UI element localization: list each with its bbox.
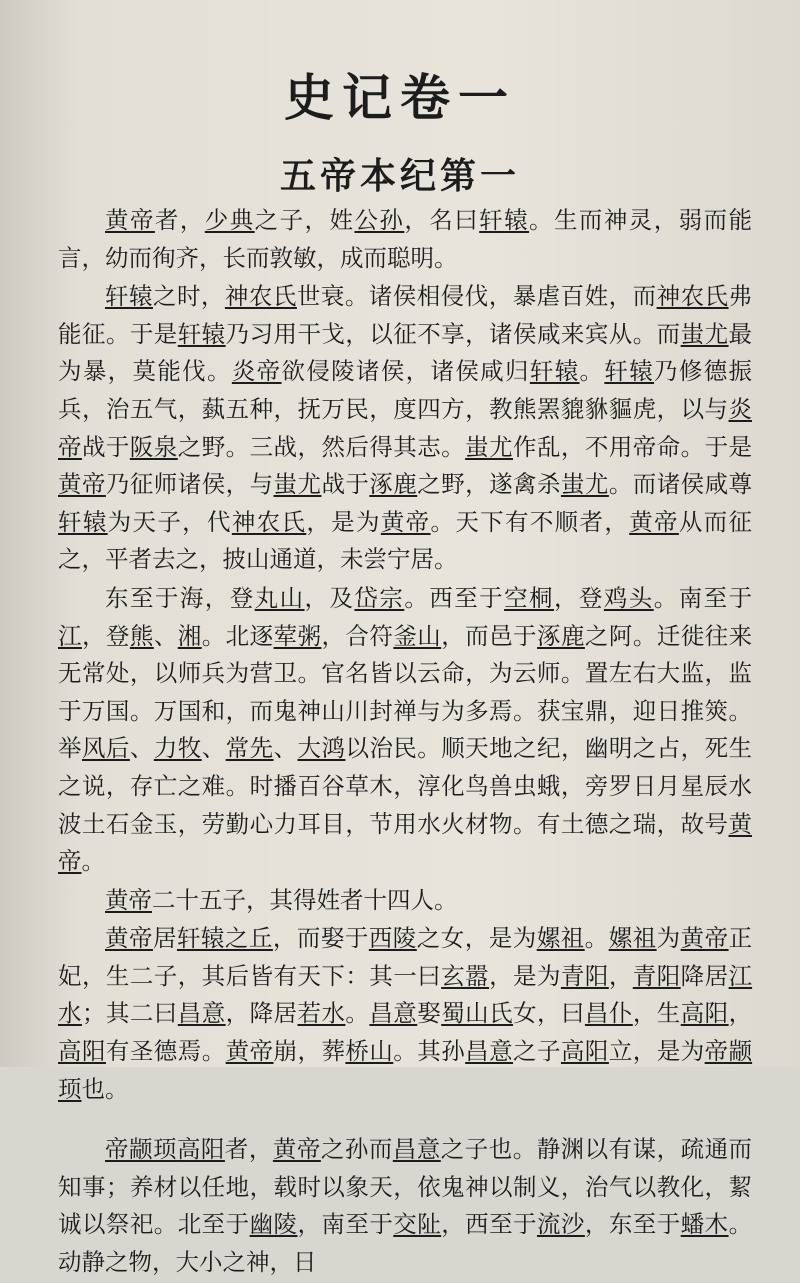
text-run: ，名曰 bbox=[404, 206, 480, 234]
text-run: ，登 bbox=[553, 583, 604, 612]
proper-name: 黄帝 bbox=[225, 1037, 274, 1066]
proper-name: 涿鹿 bbox=[369, 470, 418, 499]
proper-name: 熊 bbox=[129, 621, 154, 650]
proper-name: 涿鹿 bbox=[537, 621, 585, 650]
proper-name: 蟠木 bbox=[680, 1210, 729, 1239]
volume-title: 史记卷一 bbox=[284, 69, 516, 127]
proper-name: 蚩尤 bbox=[273, 470, 322, 499]
paragraph-6 bbox=[58, 1131, 752, 1281]
text-run: 欲侵陵诸侯，诸侯咸归 bbox=[281, 357, 530, 386]
text-run: ，是为 bbox=[489, 961, 561, 990]
proper-name: 空桐 bbox=[504, 583, 554, 612]
text-run: 之野。三战，然后得其志。 bbox=[177, 432, 466, 461]
proper-name: 蚩尤 bbox=[560, 470, 609, 499]
text-run: 。 bbox=[345, 999, 370, 1028]
proper-name: 岱宗 bbox=[354, 583, 405, 612]
text-run: 崩，葬 bbox=[273, 1037, 346, 1066]
paragraph-3 bbox=[58, 580, 752, 881]
proper-name: 丸山 bbox=[254, 583, 305, 612]
text-run: 战于 bbox=[81, 432, 130, 461]
text-run: ，登 bbox=[81, 621, 130, 650]
proper-name: 轩辕 bbox=[105, 282, 153, 311]
proper-name: 少典 bbox=[204, 206, 255, 234]
proper-name: 蚩尤 bbox=[465, 432, 514, 461]
proper-name: 高阳 bbox=[680, 999, 729, 1028]
text-run: 。西至于 bbox=[404, 583, 505, 612]
text-run: 乃修德振兵，治五气，蓺五种，抚万民，度四方，教熊罴貔貅貙虎，以与 bbox=[58, 357, 753, 423]
proper-name: 轩辕之丘 bbox=[176, 924, 273, 953]
proper-name: 嫘祖 bbox=[608, 924, 657, 953]
text-run: 之子 bbox=[513, 1037, 561, 1066]
text-run: 最为暴，莫能伐。 bbox=[58, 319, 753, 386]
proper-name: 蜀山氏 bbox=[441, 999, 514, 1028]
text-run: 、 bbox=[153, 621, 178, 650]
proper-name: 江水 bbox=[58, 961, 753, 1028]
proper-name: 流沙 bbox=[536, 1210, 585, 1239]
text-run: 有圣德焉。 bbox=[105, 1037, 226, 1066]
proper-name: 江 bbox=[58, 621, 82, 650]
paragraph-5 bbox=[58, 920, 752, 1108]
text-run: ，是为 bbox=[306, 507, 381, 536]
text-run: 为 bbox=[656, 924, 681, 953]
text-run: ，合符 bbox=[321, 621, 394, 650]
proper-name: 高阳 bbox=[176, 1135, 225, 1164]
text-run: 正妃，生二子，其后皆有天下：其一曰 bbox=[58, 924, 753, 990]
proper-name: 黄帝 bbox=[629, 507, 679, 536]
proper-name: 黄帝 bbox=[272, 1135, 321, 1164]
body-text bbox=[58, 202, 752, 1283]
text-run: 也。 bbox=[81, 1074, 129, 1103]
proper-name: 幽陵 bbox=[249, 1210, 298, 1239]
proper-name: 玄嚣 bbox=[441, 961, 490, 990]
text-run: ， bbox=[728, 999, 753, 1028]
text-run: 弗能征。于是 bbox=[58, 282, 753, 348]
proper-name: 桥山 bbox=[345, 1037, 394, 1066]
text-run: 之女，是为 bbox=[416, 924, 537, 953]
proper-name: 神农氏 bbox=[656, 282, 729, 311]
text-run: 居 bbox=[152, 924, 177, 953]
text-run: 、 bbox=[129, 734, 154, 763]
proper-name: 黄帝 bbox=[58, 470, 106, 499]
proper-name: 若水 bbox=[297, 999, 346, 1028]
text-run: 。其孙 bbox=[393, 1037, 466, 1066]
proper-name: 西陵 bbox=[368, 924, 417, 953]
proper-name: 常先 bbox=[225, 734, 274, 763]
proper-name: 轩辕 bbox=[58, 507, 108, 536]
text-run: ，东至于 bbox=[584, 1210, 681, 1239]
proper-name: 帝颛顼 bbox=[58, 1037, 753, 1103]
text-run: 之孙而 bbox=[320, 1135, 393, 1164]
text-run: 。 bbox=[579, 357, 605, 386]
proper-name: 黄帝 bbox=[105, 885, 152, 914]
text-run: ，降居 bbox=[225, 999, 298, 1028]
chapter-title: 五帝本纪第一 bbox=[279, 156, 520, 197]
text-run: 。动静之物，大小之神，日 bbox=[58, 1210, 753, 1277]
text-run: ，生 bbox=[632, 999, 681, 1028]
text-run: 之野，遂禽杀 bbox=[417, 470, 561, 499]
proper-name: 昌意 bbox=[177, 999, 226, 1028]
text-run: ；其二曰 bbox=[81, 999, 178, 1028]
proper-name: 力牧 bbox=[153, 734, 202, 763]
text-run: 。 bbox=[81, 847, 105, 876]
proper-name: 昌意 bbox=[392, 1135, 441, 1164]
proper-name: 轩辕 bbox=[529, 357, 580, 386]
text-run: 娶 bbox=[417, 999, 442, 1028]
proper-name: 鸡头 bbox=[603, 583, 654, 612]
proper-name: 炎帝 bbox=[58, 394, 752, 461]
proper-name: 湘 bbox=[177, 621, 202, 650]
text-run: 东至于海，登 bbox=[105, 583, 255, 612]
text-run: 。南至于 bbox=[653, 583, 753, 612]
proper-name: 蚩尤 bbox=[680, 319, 729, 348]
proper-name: 荤粥 bbox=[273, 621, 322, 650]
text-run: ，西至于 bbox=[441, 1210, 537, 1239]
text-run: ，及 bbox=[304, 583, 355, 612]
text-run: ，南至于 bbox=[297, 1210, 394, 1239]
text-run: 者， bbox=[154, 206, 205, 234]
text-run: 、 bbox=[201, 734, 226, 763]
paragraph-4 bbox=[58, 882, 752, 920]
proper-name: 交阯 bbox=[393, 1210, 442, 1239]
proper-name: 黄帝 bbox=[380, 507, 431, 536]
paragraph-2 bbox=[58, 278, 752, 579]
text-run: ，而邑于 bbox=[441, 621, 538, 650]
text-run: ， bbox=[608, 961, 633, 990]
text-run: 之子也。静渊以有谋，疏通而知事；养材以任地，载时以象天，依鬼神以制义，治气以教化，絜诚以祭祀。北至于 bbox=[58, 1135, 753, 1239]
text-run: 。天下有不顺者， bbox=[430, 507, 630, 536]
text-run: 、 bbox=[273, 734, 298, 763]
proper-name: 黄帝 bbox=[105, 924, 153, 953]
proper-name: 神农氏 bbox=[231, 507, 307, 536]
proper-name: 神农氏 bbox=[224, 282, 297, 311]
text-run: ，而娶于 bbox=[272, 924, 369, 953]
proper-name: 炎帝 bbox=[231, 357, 282, 386]
proper-name: 大鸿 bbox=[297, 734, 346, 763]
proper-name: 风后 bbox=[81, 734, 130, 763]
proper-name: 青阳 bbox=[632, 961, 681, 990]
proper-name: 昌意 bbox=[369, 999, 418, 1028]
text-run: 之阿。迁徙往来无常处，以师兵为营卫。官名皆以云命，为云师。置左右大监，监于万国。万国和，而鬼神山川封禅与为多焉。获宝鼎，迎日推筴。举 bbox=[58, 621, 753, 763]
proper-name: 青阳 bbox=[560, 961, 609, 990]
proper-name: 阪泉 bbox=[129, 432, 178, 461]
proper-name: 轩辕 bbox=[177, 319, 226, 348]
proper-name: 昌仆 bbox=[584, 999, 633, 1028]
text-run: 乃习用干戈，以征不享，诸侯咸来宾从。而 bbox=[225, 319, 681, 348]
text-run: 。生而神灵，弱而能言，幼而徇齐，长而敦敏，成而聪明。 bbox=[58, 206, 753, 272]
text-run: 。 bbox=[584, 924, 609, 953]
text-run: 作乱，不用帝命。于是 bbox=[513, 432, 753, 461]
text-run: 之时， bbox=[152, 282, 225, 311]
proper-name: 昌意 bbox=[465, 1037, 514, 1066]
proper-name: 嫘祖 bbox=[536, 924, 585, 953]
text-run: 世衰。诸侯相侵伐，暴虐百姓，而 bbox=[296, 282, 657, 311]
proper-name: 黄帝 bbox=[680, 924, 729, 953]
proper-name: 轩辕 bbox=[604, 357, 655, 386]
text-run: 乃征师诸侯，与 bbox=[105, 470, 274, 499]
proper-name: 高阳 bbox=[560, 1037, 609, 1066]
text-run: 为天子，代 bbox=[107, 507, 232, 536]
proper-name: 轩辕 bbox=[479, 206, 530, 234]
paragraph-1 bbox=[58, 202, 752, 277]
text-run: 从而征之，平者去之，披山通道，未尝宁居。 bbox=[58, 507, 753, 574]
text-run: 二十五子，其得姓者十四人。 bbox=[152, 885, 458, 914]
text-run: 降居 bbox=[680, 961, 729, 990]
proper-name: 釜山 bbox=[393, 621, 442, 650]
proper-name: 高阳 bbox=[58, 1037, 106, 1066]
proper-name: 黄帝 bbox=[58, 809, 752, 876]
text-run: 女，曰 bbox=[513, 999, 585, 1028]
text-run: 者， bbox=[224, 1135, 273, 1164]
text-run: 以治民。顺天地之纪，幽明之占，死生之说，存亡之难。时播百谷草木，淳化鸟兽虫蛾，旁罗日月星辰水波土石金玉，劳勤心力耳目，节用水火材物。有土德之瑞，故号 bbox=[58, 734, 753, 838]
text-run: 。北逐 bbox=[201, 621, 274, 650]
text-run: 。而诸侯咸尊 bbox=[608, 470, 753, 499]
proper-name: 帝颛顼 bbox=[105, 1135, 177, 1164]
proper-name: 黄帝 bbox=[105, 206, 155, 234]
text-run: 立，是为 bbox=[608, 1037, 705, 1066]
text-run: 战于 bbox=[321, 470, 370, 499]
proper-name: 公孙 bbox=[354, 206, 405, 234]
text-run: 之子，姓 bbox=[254, 206, 355, 234]
